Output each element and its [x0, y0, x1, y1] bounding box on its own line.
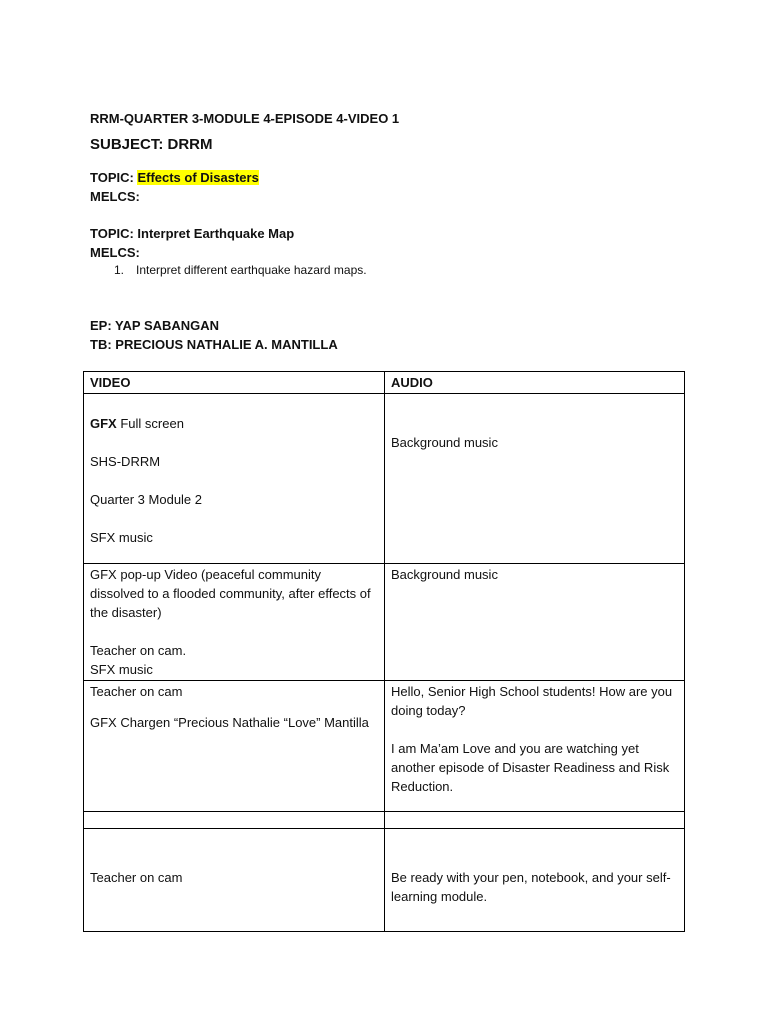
topic-line-2: TOPIC: Interpret Earthquake Map: [90, 226, 295, 241]
audio-column-header: AUDIO: [385, 372, 685, 394]
video-text: Quarter 3 Module 2: [90, 492, 203, 507]
audio-text: I am Ma’am Love and you are watching yet another episode of Disaster Readiness and Risk Reduction.: [391, 741, 670, 794]
table-row: [84, 681, 685, 812]
melcs-label-1: MELCS:: [90, 189, 140, 204]
video-cell: [84, 681, 385, 812]
video-cell: [84, 829, 385, 932]
audio-cell: [385, 394, 685, 564]
table-row: [84, 564, 685, 681]
audio-cell: [385, 681, 685, 812]
gfx-text: Full screen: [116, 416, 184, 431]
audio-text: Be ready with your pen, notebook, and your self-learning module.: [391, 870, 671, 904]
video-cell: [84, 394, 385, 564]
gfx-label: GFX: [90, 416, 117, 431]
topic-line-1: [90, 170, 259, 185]
video-cell: [84, 564, 385, 681]
video-text: GFX Chargen “Precious Nathalie “Love” Mantilla: [90, 715, 369, 730]
table-header-row: [84, 372, 685, 394]
tb-line: TB: PRECIOUS NATHALIE A. MANTILLA: [90, 337, 338, 352]
video-text: GFX pop-up Video (peaceful community dissolved to a flooded community, after effects of the disaster): [90, 567, 371, 620]
table-row: [84, 829, 685, 932]
audio-text: Hello, Senior High School students! How are you doing today?: [391, 684, 673, 718]
video-text: SFX music: [90, 662, 153, 677]
table-row: [84, 394, 685, 564]
video-cell: [84, 812, 385, 829]
video-text: SHS-DRRM: [90, 454, 161, 469]
subject-line: SUBJECT: DRRM: [90, 136, 213, 153]
melc-item-number: 1.: [114, 263, 125, 277]
melcs-label-2: MELCS:: [90, 245, 140, 260]
ep-line: EP: YAP SABANGAN: [90, 318, 220, 333]
video-text: Teacher on cam: [90, 870, 183, 885]
video-text: [90, 414, 378, 433]
melc-list-item: [114, 263, 367, 277]
video-text: Teacher on cam: [90, 684, 183, 699]
melc-item-text: Interpret different earthquake hazard maps.: [136, 263, 367, 277]
audio-cell: [385, 829, 685, 932]
topic-1-highlight: Effects of Disasters: [137, 170, 259, 185]
video-text: SFX music: [90, 530, 153, 545]
audio-cell: [385, 564, 685, 681]
audio-text: Background music: [391, 435, 498, 450]
video-text: Teacher on cam.: [90, 643, 187, 658]
video-column-header: VIDEO: [84, 372, 385, 394]
document-code: RRM-QUARTER 3-MODULE 4-EPISODE 4-VIDEO 1: [90, 111, 400, 126]
script-table: [83, 371, 685, 932]
table-row: [84, 812, 685, 829]
topic-1-prefix: TOPIC:: [90, 170, 138, 185]
audio-cell: [385, 812, 685, 829]
audio-text: Background music: [391, 567, 498, 582]
